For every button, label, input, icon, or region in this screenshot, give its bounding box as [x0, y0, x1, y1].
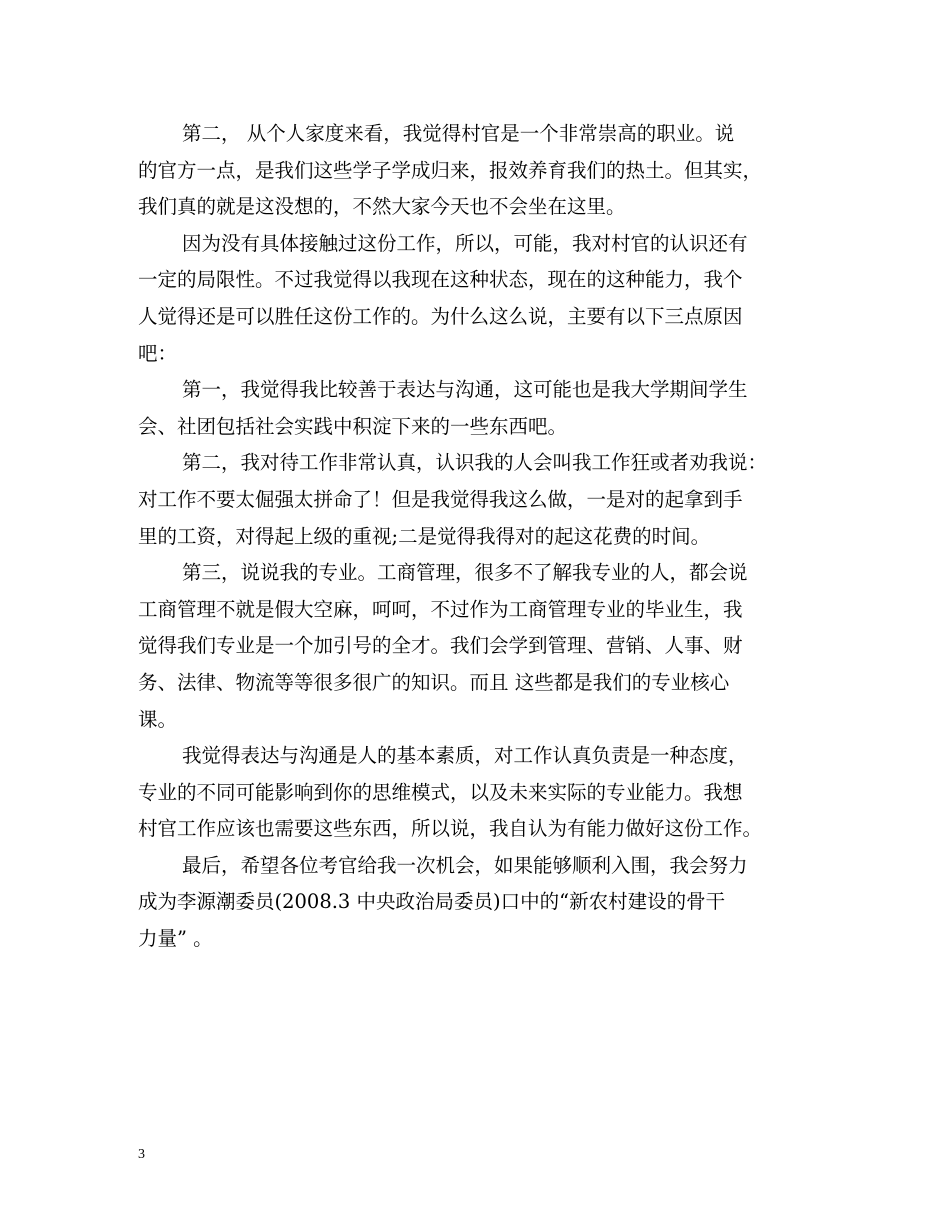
text-line: 第一，我觉得我比较善于表达与沟通，这可能也是我大学期间学生 [182, 378, 748, 402]
text-line: 的官方一点，是我们这些学子学成归来，报效养育我们的热土。但其实， [138, 158, 763, 182]
text-line: 专业的不同可能影响到你的思维模式，以及未来实际的专业能力。我想 [138, 780, 743, 804]
text-line: 觉得我们专业是一个加引号的全才。我们会学到管理、营销、人事、财 [138, 634, 743, 658]
text-line: 人觉得还是可以胜任这份工作的。为什么这么说，主要有以下三点原因 [138, 304, 743, 328]
text-line: 最后，希望各位考官给我一次机会，如果能够顺利入围，我会努力 [182, 853, 748, 877]
text-line: 对工作不要太倔强太拼命了！但是我觉得我这么做，一是对的起拿到手 [138, 487, 743, 511]
body-text [138, 116, 818, 958]
text-line: 因为没有具体接触过这份工作，所以，可能，我对村官的认识还有 [182, 231, 748, 255]
text-line: 工商管理不就是假大空麻，呵呵，不过作为工商管理专业的毕业生，我 [138, 597, 743, 621]
text-line: 一定的局限性。不过我觉得以我现在这种状态，现在的这种能力，我个 [138, 268, 743, 292]
page-number: 3 [138, 1147, 145, 1162]
text-line: 我觉得表达与沟通是人的基本素质，对工作认真负责是一种态度， [182, 744, 748, 768]
text-line: 我们真的就是这没想的，不然大家今天也不会坐在这里。 [138, 195, 626, 219]
text-line: 成为李源潮委员(2008.3 中央政治局委员)口中的“新农村建设的骨干 [138, 890, 726, 914]
text-line: 第三，说说我的专业。工商管理，很多不了解我专业的人，都会说 [182, 561, 748, 585]
text-line: 第二， 从个人家度来看，我觉得村官是一个非常崇高的职业。说 [182, 122, 735, 145]
text-line: 力量” 。 [138, 927, 213, 951]
text-line: 村官工作应该也需要这些东西，所以说，我自认为有能力做好这份工作。 [138, 817, 763, 841]
text-line: 课。 [138, 707, 178, 731]
text-line: 务、法律、物流等等很多很广的知识。而且 这些都是我们的专业核心 [138, 670, 730, 694]
text-line: 第二，我对待工作非常认真，认识我的人会叫我工作狂或者劝我说： [182, 451, 768, 475]
text-line: 里的工资，对得起上级的重视;二是觉得我得对的起这花费的时间。 [138, 524, 711, 548]
text-line: 会、社团包括社会实践中积淀下来的一些东西吧。 [138, 414, 568, 438]
text-line: 吧： [138, 341, 178, 365]
